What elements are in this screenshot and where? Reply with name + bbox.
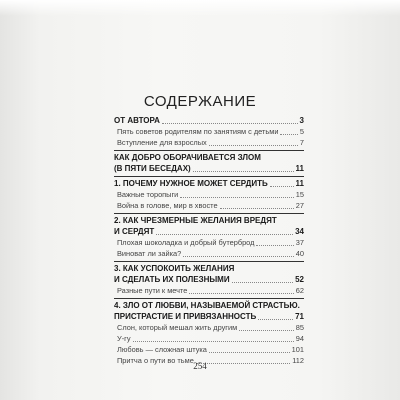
entry-title: КАК ДОБРО ОБОРАЧИВАЕТСЯ ЗЛОМ	[114, 153, 261, 162]
toc-chapter-entry	[114, 274, 304, 285]
entry-title: Вступление для взрослых	[117, 138, 207, 147]
section-separator	[114, 261, 304, 262]
entry-title: И СЕРДЯТ	[114, 227, 155, 236]
entry-title: Плохая шоколадка и добрый бутерброд	[117, 238, 255, 247]
dot-leader	[270, 186, 294, 187]
entry-page-number: 11	[295, 164, 304, 173]
toc-subentry	[114, 189, 304, 200]
contents-title: СОДЕРЖАНИЕ	[143, 93, 257, 110]
toc-subentry	[114, 237, 304, 248]
entry-title: У-гу	[117, 334, 131, 343]
toc-chapter-entry	[114, 300, 304, 311]
entry-page-number: 71	[295, 312, 304, 321]
section-separator	[114, 150, 304, 151]
entry-page-number: 40	[295, 249, 304, 258]
toc-subentry	[114, 333, 304, 344]
toc-chapter-entry	[114, 226, 304, 237]
page-edge-highlight	[0, 0, 400, 16]
section-separator	[114, 298, 304, 299]
dot-leader	[258, 319, 293, 320]
entry-page-number: 11	[295, 179, 304, 188]
toc-subentry	[114, 248, 304, 259]
dot-leader	[193, 171, 294, 172]
toc-chapter-entry	[114, 163, 304, 174]
entry-page-number: 37	[295, 238, 304, 247]
entry-title: Важные торопыги	[117, 190, 179, 199]
dot-leader	[256, 245, 294, 246]
toc-chapter-entry	[114, 215, 304, 226]
toc-subentry	[114, 200, 304, 211]
dot-leader	[280, 134, 298, 135]
entry-title: 2. КАК ЧРЕЗМЕРНЫЕ ЖЕЛАНИЯ ВРЕДЯТ	[114, 216, 277, 225]
entry-page-number: 112	[292, 356, 304, 365]
dot-leader	[183, 256, 294, 257]
toc-subentry	[114, 285, 304, 296]
page-number: 254	[193, 361, 207, 371]
entry-title: Война в голове, мир в хвосте	[117, 201, 218, 210]
entry-page-number: 52	[295, 275, 304, 284]
entry-page-number: 85	[295, 323, 304, 332]
entry-title: 1. ПОЧЕМУ НУЖНОЕ МОЖЕТ СЕРДИТЬ	[114, 179, 268, 188]
dot-leader	[180, 197, 294, 198]
entry-title: Виноват ли зайка?	[117, 249, 182, 258]
toc-subentry	[114, 344, 304, 355]
entry-title: Притча о пути во тьме	[117, 356, 194, 365]
dot-leader	[239, 330, 294, 331]
entry-page-number: 15	[295, 190, 304, 199]
toc-chapter-entry	[114, 115, 304, 126]
entry-title: И СДЕЛАТЬ ИХ ПОЛЕЗНЫМИ	[114, 275, 230, 284]
dot-leader	[156, 234, 293, 235]
entry-page-number: 3	[299, 116, 304, 125]
dot-leader	[209, 145, 298, 146]
table-of-contents	[114, 115, 304, 366]
entry-page-number: 5	[299, 127, 304, 136]
entry-title: Слон, который мешал жить другим	[117, 323, 238, 332]
dot-leader	[189, 293, 294, 294]
toc-chapter-entry	[114, 263, 304, 274]
entry-title: Разные пути к мечте	[117, 286, 188, 295]
toc-chapter-entry	[114, 152, 304, 163]
entry-page-number: 7	[299, 138, 304, 147]
toc-subentry	[114, 137, 304, 148]
toc-chapter-entry	[114, 178, 304, 189]
entry-page-number: 101	[291, 345, 304, 354]
dot-leader	[209, 352, 290, 353]
entry-page-number: 94	[295, 334, 304, 343]
dot-leader	[220, 208, 294, 209]
entry-title: (В ПЯТИ БЕСЕДАХ)	[114, 164, 191, 173]
toc-subentry	[114, 126, 304, 137]
entry-title: 4. ЗЛО ОТ ЛЮБВИ, НАЗЫВАЕМОЙ СТРАСТЬЮ.	[114, 301, 300, 310]
toc-subentry	[114, 322, 304, 333]
entry-title: 3. КАК УСПОКОИТЬ ЖЕЛАНИЯ	[114, 264, 235, 273]
toc-chapter-entry	[114, 311, 304, 322]
dot-leader	[133, 341, 294, 342]
dot-leader	[162, 123, 298, 124]
entry-title: ПРИСТРАСТИЕ И ПРИВЯЗАННОСТЬ	[114, 312, 257, 321]
entry-title: Любовь — сложная штука	[117, 345, 207, 354]
entry-page-number: 62	[295, 286, 304, 295]
section-separator	[114, 213, 304, 214]
entry-page-number: 34	[295, 227, 304, 236]
entry-page-number: 27	[295, 201, 304, 210]
entry-title: ОТ АВТОРА	[114, 116, 160, 125]
dot-leader	[232, 282, 293, 283]
section-separator	[114, 176, 304, 177]
entry-title: Пять советов родителям по занятиям с детьми	[117, 127, 279, 136]
